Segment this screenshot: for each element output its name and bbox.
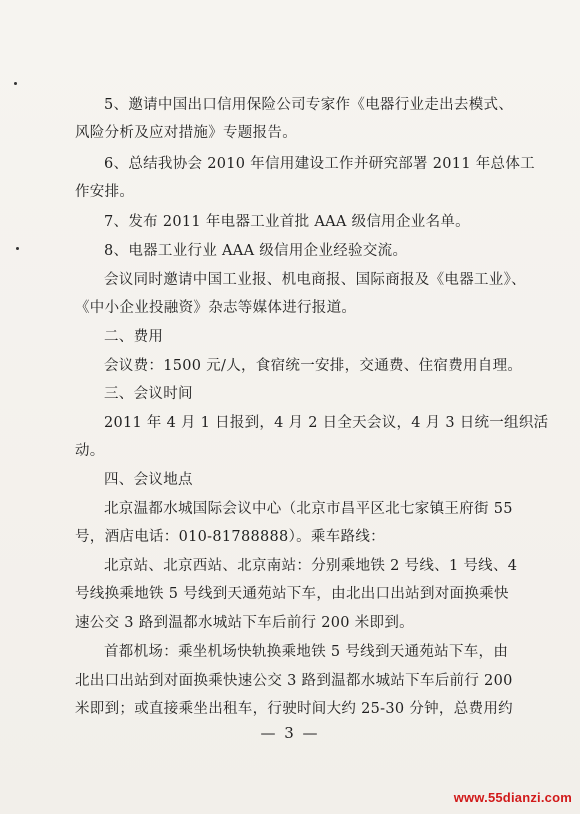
watermark: www.55dianzi.com <box>453 790 572 805</box>
text-line: 风险分析及应对措施》专题报告。 <box>75 125 297 141</box>
text-line: 北京温都水城国际会议中心（北京市昌平区北七家镇王府街 55 <box>104 501 513 517</box>
text-line: 北京站、北京西站、北京南站：分别乘地铁 2 号线、1 号线、4 <box>104 558 518 574</box>
section-heading: 四、会议地点 <box>104 472 193 488</box>
text-line: 8、电器工业行业 AAA 级信用企业经验交流。 <box>104 243 408 259</box>
text-line: 北出口出站到对面换乘快速公交 3 路到温都水城站下车后前行 200 <box>75 673 513 689</box>
text-line: 动。 <box>75 443 105 459</box>
text-line: 米即到；或直接乘坐出租车，行驶时间大约 25-30 分钟，总费用约 <box>75 701 513 717</box>
text-line: 7、发布 2011 年电器工业首批 AAA 级信用企业名单。 <box>104 214 470 230</box>
scan-mark-dot <box>16 247 19 250</box>
text-line: 《中小企业投融资》杂志等媒体进行报道。 <box>75 300 357 316</box>
text-line: 号，酒店电话：010-81788888）。乘车路线： <box>75 529 385 545</box>
page-number: — 3 — <box>260 724 320 742</box>
text-line: 首都机场：乘坐机场快轨换乘地铁 5 号线到天通苑站下车，由 <box>104 644 509 660</box>
text-line: 2011 年 4 月 1 日报到，4 月 2 日全天会议，4 月 3 日统一组织活 <box>104 415 549 431</box>
text-line: 会议同时邀请中国工业报、机电商报、国际商报及《电器工业》、 <box>104 272 526 288</box>
scan-mark-dot <box>14 82 17 85</box>
text-line: 5、邀请中国出口信用保险公司专家作《电器行业走出去模式、 <box>104 97 514 113</box>
text-line: 号线换乘地铁 5 号线到天通苑站下车，由北出口出站到对面换乘快 <box>75 586 509 602</box>
text-line: 6、总结我协会 2010 年信用建设工作并研究部署 2011 年总体工 <box>104 156 535 172</box>
section-heading: 二、费用 <box>104 329 164 345</box>
text-line: 会议费：1500 元/人，食宿统一安排，交通费、住宿费用自理。 <box>104 358 523 374</box>
text-line: 作安排。 <box>75 184 135 200</box>
text-line: 速公交 3 路到温都水城站下车后前行 200 米即到。 <box>75 615 414 631</box>
section-heading: 三、会议时间 <box>104 386 193 402</box>
